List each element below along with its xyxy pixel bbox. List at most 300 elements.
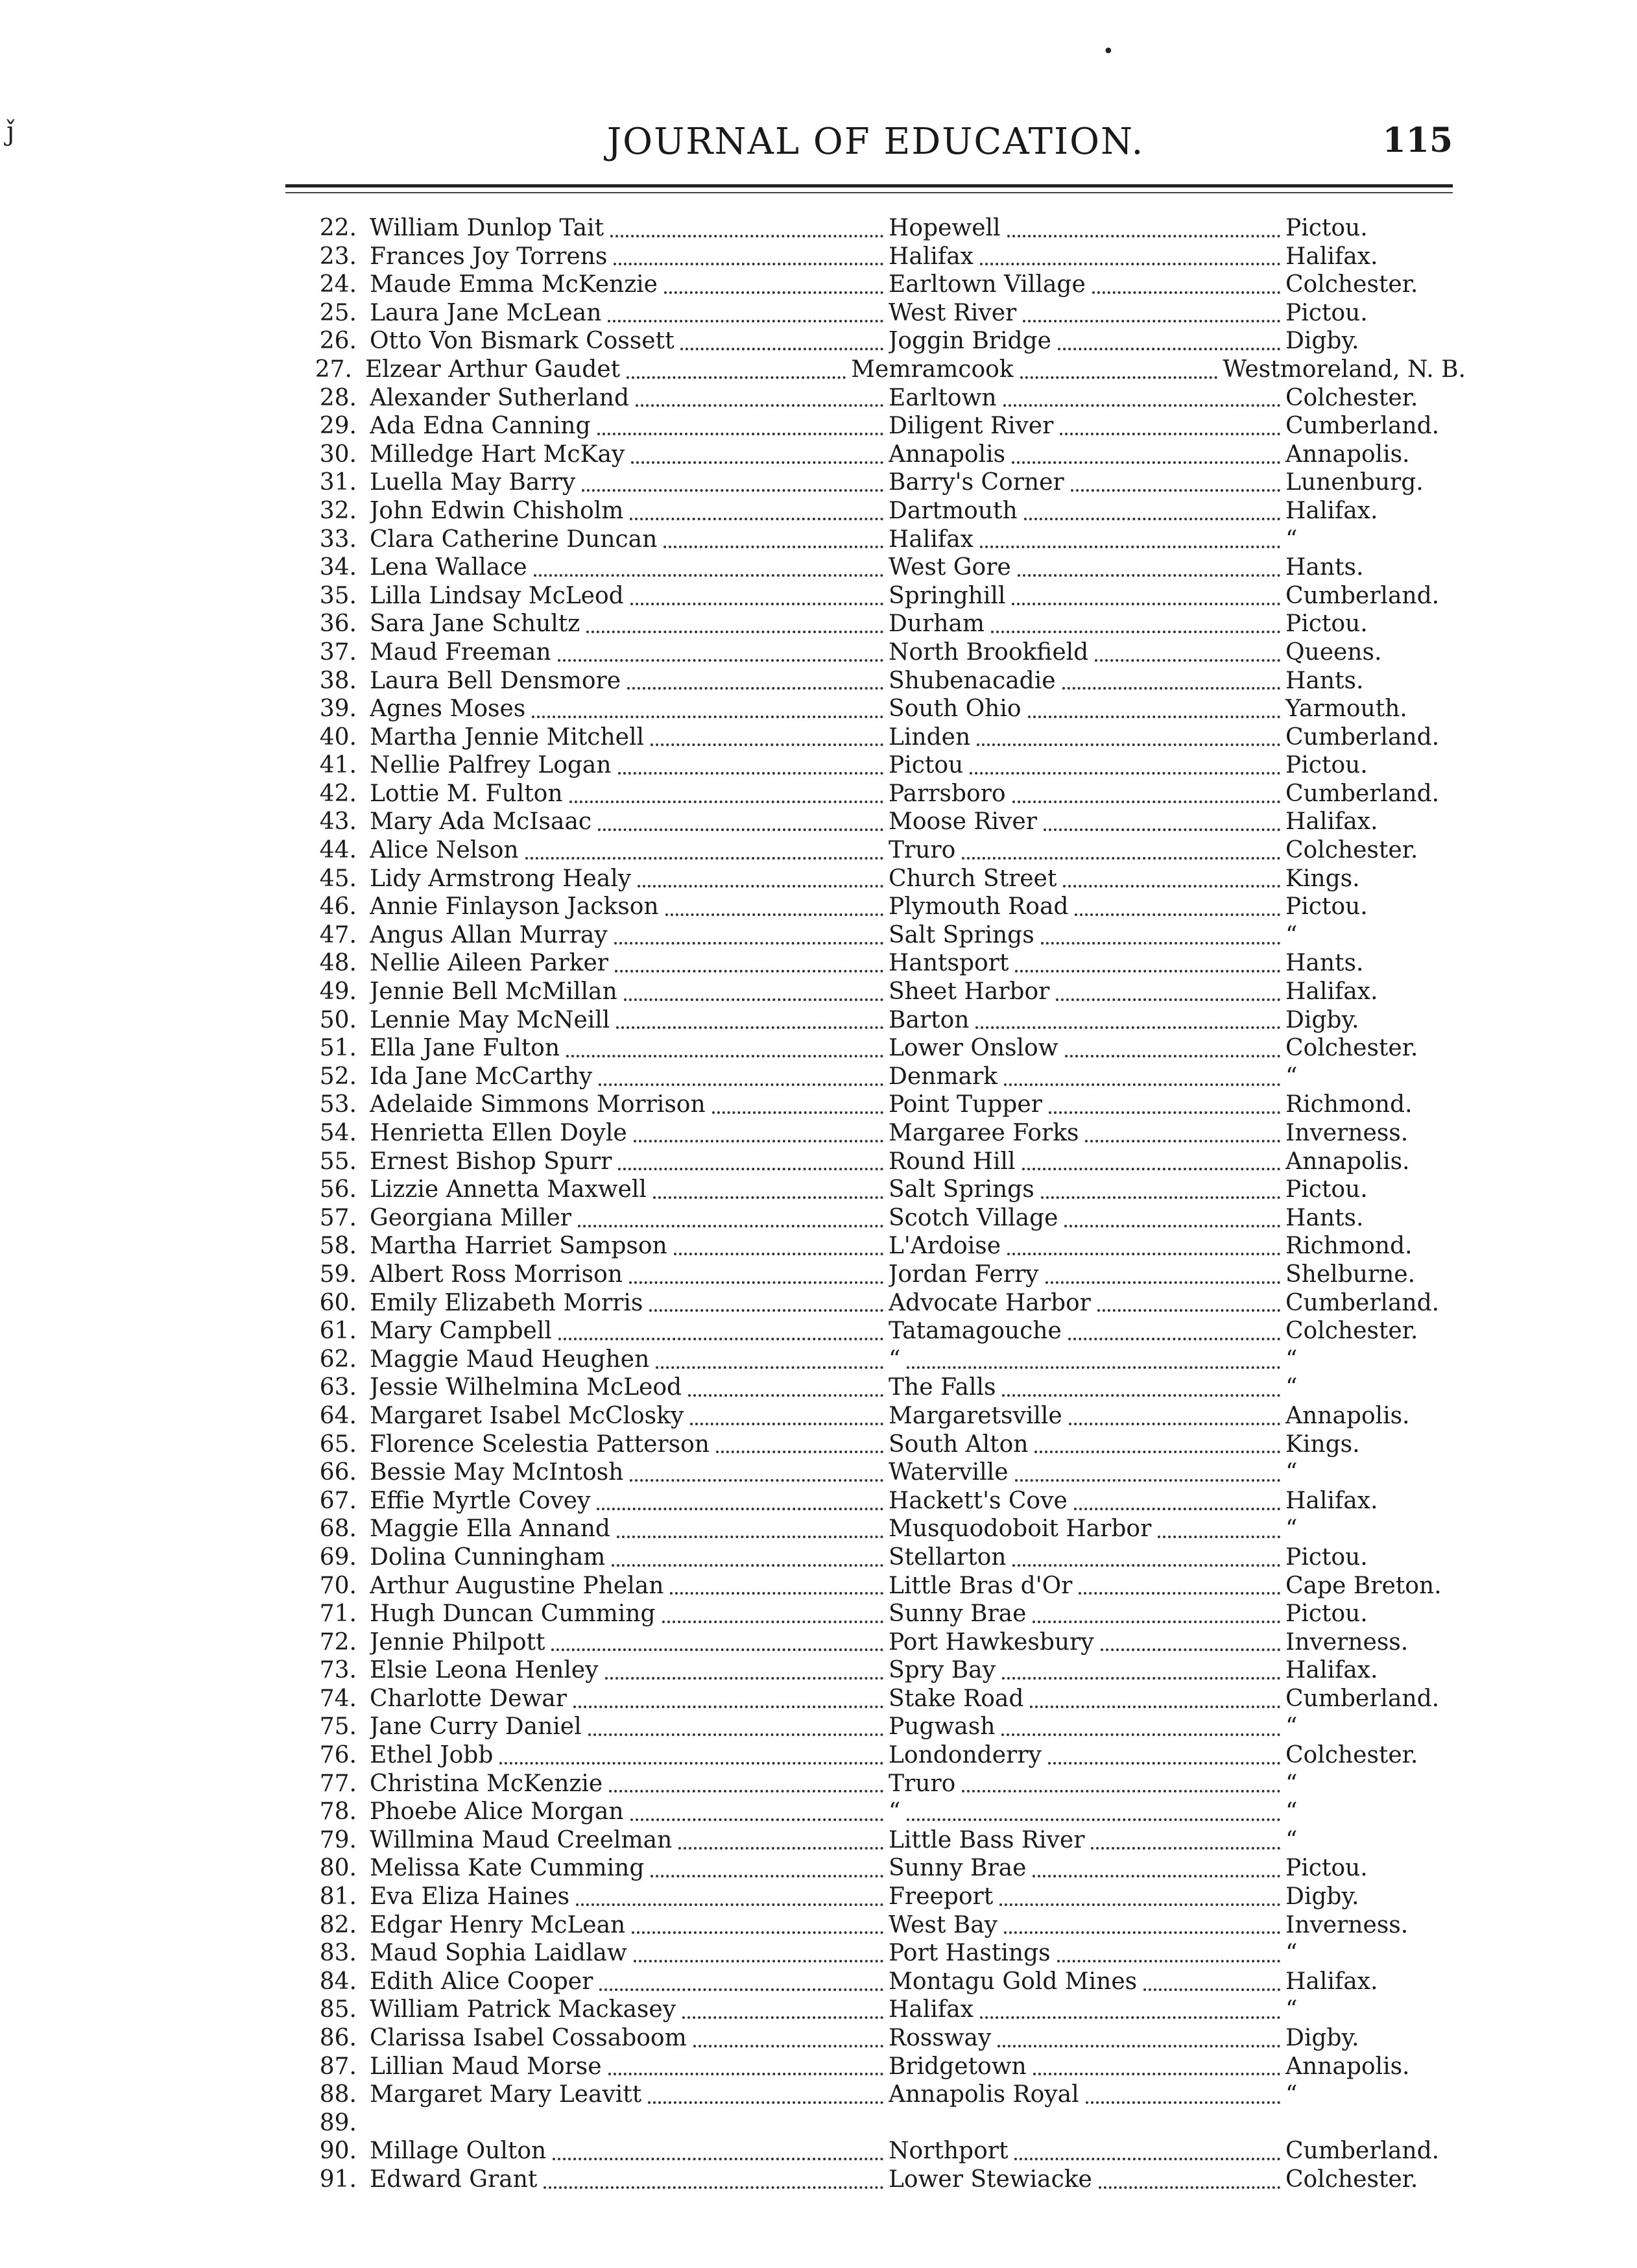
name-cell xyxy=(370,1119,889,1148)
dot-leader xyxy=(693,2045,883,2047)
place-name: Stake Road xyxy=(889,1685,1024,1712)
name-cell xyxy=(370,1034,889,1063)
student-name: Florence Scelestia Patterson xyxy=(370,1430,710,1458)
name-cell xyxy=(370,949,889,978)
place-name: Linden xyxy=(889,723,971,751)
county-name: “ xyxy=(1285,1063,1298,1090)
student-name: Martha Harriet Sampson xyxy=(370,1233,667,1260)
county-name: Cumberland. xyxy=(1285,413,1440,440)
place-name: Plymouth Road xyxy=(889,893,1069,921)
place-cell xyxy=(889,1176,1285,1204)
county-name: “ xyxy=(1285,1996,1298,2023)
student-name: Phoebe Alice Morgan xyxy=(370,1798,624,1826)
dot-leader xyxy=(618,1168,883,1170)
county-name: Annapolis. xyxy=(1285,1148,1410,1175)
entry-number: 83. xyxy=(319,1940,357,1967)
student-name: Ella Jane Fulton xyxy=(370,1035,560,1062)
list-item xyxy=(285,1034,1466,1063)
name-cell xyxy=(370,1968,889,1996)
place-name: Parrsboro xyxy=(889,780,1006,807)
place-name: Northport xyxy=(889,2138,1009,2165)
list-item xyxy=(285,1119,1466,1148)
county-name: Halifax. xyxy=(1285,243,1378,270)
student-name: Otto Von Bismark Cossett xyxy=(370,328,675,355)
place-name: Little Bras d'Or xyxy=(889,1572,1073,1599)
entry-number: 79. xyxy=(319,1826,357,1853)
county-name: Yarmouth. xyxy=(1285,695,1407,723)
list-item xyxy=(285,1911,1466,1940)
place-cell xyxy=(889,1430,1285,1459)
place-cell xyxy=(889,638,1285,667)
student-name: Maggie Ella Annand xyxy=(370,1515,610,1543)
place-name: Tatamagouche xyxy=(889,1318,1062,1345)
header-rule-thin xyxy=(285,192,1453,193)
list-item xyxy=(285,695,1466,723)
list-item xyxy=(285,1770,1466,1798)
student-name: Elzear Arthur Gaudet xyxy=(365,356,621,383)
place-cell xyxy=(889,1373,1285,1402)
county-name: Halifax. xyxy=(1285,1657,1378,1684)
dot-leader xyxy=(631,461,883,464)
entry-number: 37. xyxy=(319,638,357,666)
place-cell xyxy=(889,1515,1285,1543)
dot-leader xyxy=(977,743,1280,746)
dot-leader xyxy=(648,2101,883,2104)
entry-number: 80. xyxy=(319,1855,357,1882)
dot-leader xyxy=(1091,1847,1280,1850)
student-name: Maud Sophia Laidlaw xyxy=(370,1940,627,1967)
name-cell xyxy=(370,1261,889,1289)
place-cell xyxy=(889,1685,1285,1713)
list-item xyxy=(285,1883,1466,1911)
place-cell xyxy=(889,2053,1285,2081)
county-name: Kings. xyxy=(1285,1430,1360,1458)
name-cell xyxy=(370,553,889,582)
county-name: Digby. xyxy=(1285,328,1359,355)
place-name: Diligent River xyxy=(889,413,1054,440)
entry-number: 39. xyxy=(319,695,357,723)
list-item xyxy=(285,1741,1466,1770)
list-item xyxy=(285,327,1466,356)
name-cell xyxy=(370,1911,889,1940)
entry-number: 33. xyxy=(319,525,357,553)
county-name: Pictou. xyxy=(1285,1543,1368,1571)
dot-leader xyxy=(1015,970,1280,972)
place-name: Stellarton xyxy=(889,1543,1007,1571)
student-name: Luella May Barry xyxy=(370,469,576,496)
dot-leader xyxy=(1062,687,1280,690)
dot-leader xyxy=(616,1026,883,1029)
student-name: Mary Ada McIsaac xyxy=(370,808,592,836)
dot-leader xyxy=(712,1111,883,1114)
list-item xyxy=(285,384,1466,413)
list-item xyxy=(285,1176,1466,1204)
place-name: Barry's Corner xyxy=(889,469,1064,496)
dot-leader xyxy=(1033,1875,1280,1877)
dot-leader xyxy=(1049,1111,1280,1114)
entry-number: 66. xyxy=(319,1459,357,1486)
name-cell xyxy=(370,1006,889,1035)
student-name: Nellie Palfrey Logan xyxy=(370,752,612,779)
place-name: Salt Springs xyxy=(889,1176,1034,1203)
name-cell xyxy=(370,723,889,752)
place-cell xyxy=(889,893,1285,921)
entry-number: 87. xyxy=(319,2053,357,2080)
name-cell xyxy=(370,921,889,950)
place-name: Earltown Village xyxy=(889,271,1086,298)
dot-leader xyxy=(599,1988,883,1991)
dot-leader xyxy=(558,1338,883,1340)
student-name: Jennie Bell McMillan xyxy=(370,978,617,1006)
list-item xyxy=(285,610,1466,638)
county-name: “ xyxy=(1285,525,1298,553)
entry-number: 49. xyxy=(319,978,357,1006)
name-cell xyxy=(370,1543,889,1572)
student-name: Arthur Augustine Phelan xyxy=(370,1572,664,1599)
dot-leader xyxy=(573,1706,883,1708)
county-name: “ xyxy=(1285,1826,1298,1853)
place-cell xyxy=(889,836,1285,865)
student-name: Lena Wallace xyxy=(370,554,527,581)
entry-number: 51. xyxy=(319,1035,357,1062)
entry-number: 48. xyxy=(319,950,357,977)
county-name: Richmond. xyxy=(1285,1091,1413,1118)
dot-leader xyxy=(609,1790,883,1792)
county-name: Colchester. xyxy=(1285,384,1418,411)
dot-leader xyxy=(1012,1564,1280,1567)
dot-leader xyxy=(586,631,883,633)
entry-number: 64. xyxy=(319,1402,357,1429)
student-name: Laura Bell Densmore xyxy=(370,667,621,694)
student-name: Melissa Kate Cumming xyxy=(370,1855,645,1882)
list-item xyxy=(285,1854,1466,1883)
name-cell xyxy=(370,1487,889,1515)
county-name: Inverness. xyxy=(1285,1628,1409,1656)
place-cell xyxy=(889,582,1285,610)
name-cell xyxy=(370,299,889,328)
list-item xyxy=(285,1968,1466,1996)
student-name: Annie Finlayson Jackson xyxy=(370,893,659,921)
place-cell xyxy=(889,1741,1285,1770)
place-name: Lower Stewiacke xyxy=(889,2165,1092,2193)
name-cell xyxy=(370,497,889,525)
dot-leader xyxy=(1030,1706,1280,1708)
dot-leader xyxy=(1004,1083,1280,1086)
dot-leader xyxy=(1007,235,1280,237)
place-cell xyxy=(889,1968,1285,1996)
county-name: Colchester. xyxy=(1285,271,1418,298)
place-cell xyxy=(889,1911,1285,1940)
place-cell xyxy=(889,1713,1285,1741)
county-name: Lunenburg. xyxy=(1285,469,1424,496)
county-name: “ xyxy=(1285,1515,1298,1543)
list-item xyxy=(285,2053,1466,2081)
dot-leader xyxy=(970,772,1280,775)
dot-leader xyxy=(682,2016,883,2019)
margin-mark: ǰ xyxy=(6,117,15,147)
entry-number: 90. xyxy=(319,2138,357,2165)
place-name: Church Street xyxy=(889,865,1057,892)
name-cell xyxy=(370,384,889,413)
entry-number: 35. xyxy=(319,582,357,609)
county-name: Digby. xyxy=(1285,1883,1359,1911)
entry-number: 43. xyxy=(319,808,357,836)
place-name: Annapolis Royal xyxy=(889,2081,1079,2108)
dot-leader xyxy=(651,1875,883,1877)
county-name: Cumberland. xyxy=(1285,1685,1440,1712)
name-cell xyxy=(370,1798,889,1826)
entry-number: 78. xyxy=(319,1798,357,1826)
place-cell xyxy=(889,1996,1285,2024)
dot-leader xyxy=(1068,1338,1280,1340)
place-name: Springhill xyxy=(889,582,1006,609)
entry-number: 91. xyxy=(319,2165,357,2193)
county-name: Richmond. xyxy=(1285,1233,1413,1260)
place-cell xyxy=(889,808,1285,836)
county-name: Annapolis. xyxy=(1285,1402,1410,1429)
list-item xyxy=(285,1572,1466,1600)
place-name: Port Hawkesbury xyxy=(889,1628,1094,1656)
dot-leader xyxy=(1065,1055,1280,1057)
county-name: Cape Breton. xyxy=(1285,1572,1442,1599)
list-item xyxy=(285,723,1466,752)
dot-leader xyxy=(1075,913,1280,916)
list-item xyxy=(285,836,1466,865)
place-cell xyxy=(889,1289,1285,1318)
dot-leader xyxy=(553,2158,883,2160)
place-name: Memramcook xyxy=(851,356,1014,383)
dot-leader xyxy=(627,376,846,379)
dot-leader xyxy=(1048,1762,1280,1765)
dot-leader xyxy=(1002,1677,1280,1680)
name-cell xyxy=(370,610,889,638)
student-name: Lidy Armstrong Healy xyxy=(370,865,632,892)
dot-leader xyxy=(962,1790,1280,1792)
county-name: Kings. xyxy=(1285,865,1360,892)
county-name: Annapolis. xyxy=(1285,2053,1410,2080)
place-name: Truro xyxy=(889,1770,956,1797)
entry-number: 57. xyxy=(319,1204,357,1231)
place-cell xyxy=(889,327,1285,356)
dot-leader xyxy=(1060,433,1280,435)
name-cell xyxy=(365,356,851,384)
county-name: Pictou. xyxy=(1285,1176,1368,1203)
student-name: Bessie May McIntosh xyxy=(370,1459,624,1486)
entry-number: 65. xyxy=(319,1430,357,1458)
list-item xyxy=(285,1402,1466,1430)
county-name: Pictou. xyxy=(1285,1855,1368,1882)
list-item xyxy=(285,1289,1466,1318)
place-cell xyxy=(889,299,1285,328)
place-name: The Falls xyxy=(889,1374,996,1401)
dot-leader xyxy=(999,1903,1280,1906)
place-name: South Ohio xyxy=(889,695,1022,723)
county-name: “ xyxy=(1285,1374,1298,1401)
entry-number: 55. xyxy=(319,1148,357,1175)
county-name: Shelburne. xyxy=(1285,1261,1416,1288)
place-name: North Brookfield xyxy=(889,638,1089,666)
entry-number: 73. xyxy=(319,1657,357,1684)
name-cell xyxy=(370,2024,889,2053)
list-item xyxy=(285,2024,1466,2053)
place-cell xyxy=(889,1204,1285,1233)
dot-leader xyxy=(630,518,883,520)
place-cell xyxy=(889,1487,1285,1515)
list-item xyxy=(285,949,1466,978)
student-name: Angus Allan Murray xyxy=(370,921,608,948)
student-name: William Patrick Mackasey xyxy=(370,1996,676,2023)
place-cell xyxy=(889,1091,1285,1119)
dot-leader xyxy=(1033,1621,1280,1623)
entry-number: 84. xyxy=(319,1968,357,1995)
name-cell xyxy=(370,1063,889,1091)
dot-leader xyxy=(566,1055,883,1057)
place-name: West Bay xyxy=(889,1911,998,1938)
student-name: Margaret Mary Leavitt xyxy=(370,2081,642,2108)
name-cell xyxy=(370,667,889,695)
student-name: Agnes Moses xyxy=(370,695,526,723)
entry-number: 86. xyxy=(319,2025,357,2051)
dot-leader xyxy=(588,1733,883,1736)
dot-leader xyxy=(612,1564,883,1567)
county-name: Queens. xyxy=(1285,638,1382,666)
dot-leader xyxy=(716,1451,883,1453)
place-cell xyxy=(889,1600,1285,1628)
place-name: Lower Onslow xyxy=(889,1035,1058,1062)
place-cell xyxy=(889,525,1285,554)
name-cell xyxy=(370,271,889,299)
place-cell xyxy=(889,1006,1285,1035)
entry-number: 29. xyxy=(319,413,357,440)
list-item xyxy=(285,2165,1466,2194)
name-cell xyxy=(370,468,889,497)
entry-number: 34. xyxy=(319,554,357,581)
county-name: Pictou. xyxy=(1285,610,1368,638)
list-item xyxy=(285,440,1466,469)
dot-leader xyxy=(618,772,883,775)
dot-leader xyxy=(632,1931,883,1934)
dot-leader xyxy=(630,1818,883,1821)
place-name: Sunny Brae xyxy=(889,1855,1027,1882)
place-cell xyxy=(889,1402,1285,1430)
county-name: Cumberland. xyxy=(1285,2138,1440,2165)
county-name: Cumberland. xyxy=(1285,1289,1440,1316)
name-cell xyxy=(370,2137,889,2165)
margin-dot: • xyxy=(1103,40,1114,63)
dot-leader xyxy=(605,1677,883,1680)
list-item xyxy=(285,780,1466,808)
student-name: Lennie May McNeill xyxy=(370,1006,610,1033)
place-name: Jordan Ferry xyxy=(889,1261,1039,1288)
dot-leader xyxy=(962,857,1280,860)
county-name: “ xyxy=(1285,1798,1298,1826)
student-name: Martha Jennie Mitchell xyxy=(370,723,644,751)
county-name: Pictou. xyxy=(1285,752,1368,779)
name-cell xyxy=(370,1458,889,1487)
place-name: Salt Springs xyxy=(889,921,1034,948)
place-name: Port Hastings xyxy=(889,1940,1051,1967)
dot-leader xyxy=(532,716,883,718)
student-name: Sara Jane Schultz xyxy=(370,610,580,638)
name-cell xyxy=(370,327,889,356)
county-name: “ xyxy=(1285,1345,1298,1373)
student-name: Effie Myrtle Covey xyxy=(370,1487,591,1514)
place-name: Hantsport xyxy=(889,950,1009,977)
place-name: Pictou xyxy=(889,752,964,779)
dot-leader xyxy=(582,489,883,492)
place-cell xyxy=(889,412,1285,440)
entry-number: 85. xyxy=(319,1996,357,2023)
dot-leader xyxy=(1002,1394,1280,1397)
dot-leader xyxy=(980,546,1280,548)
student-name: Georgiana Miller xyxy=(370,1204,571,1231)
student-name: William Dunlop Tait xyxy=(370,215,604,241)
entry-number: 70. xyxy=(319,1572,357,1599)
name-cell xyxy=(370,808,889,836)
entry-number: 36. xyxy=(319,610,357,638)
place-name: Little Bass River xyxy=(889,1826,1085,1853)
list-item xyxy=(285,1600,1466,1628)
dot-leader xyxy=(534,574,883,577)
county-name: Annapolis. xyxy=(1285,440,1410,468)
entry-number: 72. xyxy=(319,1628,357,1656)
student-name: Mary Campbell xyxy=(370,1318,552,1345)
name-cell xyxy=(370,1572,889,1600)
list-item xyxy=(285,2137,1466,2165)
entry-number: 54. xyxy=(319,1120,357,1146)
dot-leader xyxy=(1028,716,1280,718)
entry-number: 42. xyxy=(319,780,357,807)
dot-leader xyxy=(678,1847,883,1850)
dot-leader xyxy=(1012,603,1280,605)
name-cell xyxy=(370,1402,889,1430)
county-name: Halifax. xyxy=(1285,808,1378,836)
student-list xyxy=(285,214,1466,2194)
student-name: Nellie Aileen Parker xyxy=(370,950,608,977)
name-cell xyxy=(370,1628,889,1657)
entry-number: 38. xyxy=(319,667,357,694)
place-cell xyxy=(889,1345,1285,1374)
list-item xyxy=(285,1430,1466,1459)
list-item xyxy=(285,1373,1466,1402)
place-name: Barton xyxy=(889,1006,970,1033)
entry-number: 32. xyxy=(319,497,357,524)
place-cell xyxy=(889,1063,1285,1091)
county-name: “ xyxy=(1285,1459,1298,1486)
place-name: L'Ardoise xyxy=(889,1233,1001,1260)
dot-leader xyxy=(1044,828,1280,831)
dot-leader xyxy=(634,1140,883,1142)
place-name: Margaree Forks xyxy=(889,1120,1079,1146)
place-name: Earltown xyxy=(889,384,997,411)
dot-leader xyxy=(1058,348,1280,350)
county-name: Pictou. xyxy=(1285,893,1368,921)
place-cell xyxy=(889,1854,1285,1883)
name-cell xyxy=(370,893,889,921)
student-name: Margaret Isabel McClosky xyxy=(370,1402,684,1429)
place-cell xyxy=(889,1939,1285,1968)
entry-number: 47. xyxy=(319,921,357,948)
entry-number: 30. xyxy=(319,440,357,468)
list-item xyxy=(285,299,1466,328)
student-name: Elsie Leona Henley xyxy=(370,1657,599,1684)
entry-number: 40. xyxy=(319,723,357,751)
list-item xyxy=(285,1826,1466,1855)
student-name: Edith Alice Cooper xyxy=(370,1968,593,1995)
county-name: Colchester. xyxy=(1285,1742,1418,1769)
entry-number: 88. xyxy=(319,2081,357,2108)
list-item xyxy=(285,1487,1466,1515)
